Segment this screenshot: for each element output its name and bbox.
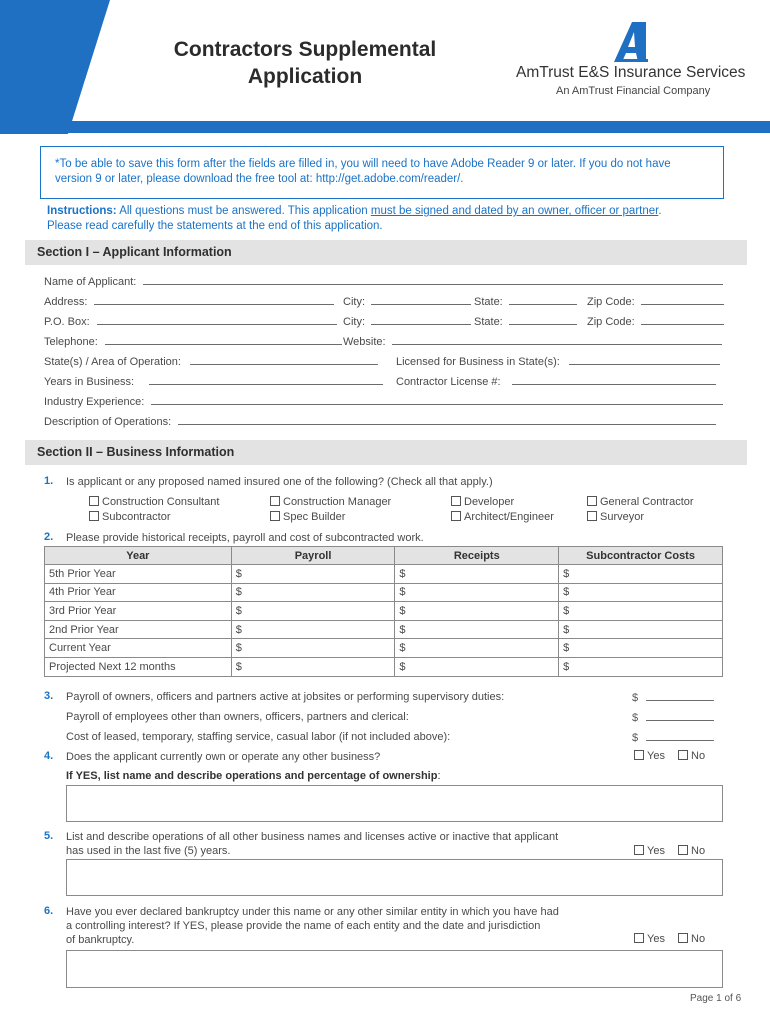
payroll-cell[interactable] — [231, 620, 395, 639]
licensed-states-field[interactable] — [569, 353, 720, 365]
currency-sign: $ — [235, 642, 242, 655]
po-state-label: State: — [474, 316, 503, 328]
currency-sign: $ — [235, 567, 242, 580]
yes-label: Yes — [647, 750, 665, 762]
subcontractor-costs-cell[interactable] — [559, 620, 723, 639]
receipts-cell[interactable] — [395, 620, 559, 639]
po-box-field[interactable] — [97, 313, 337, 325]
po-city-row — [343, 313, 471, 328]
currency-sign: $ — [563, 586, 570, 599]
years-row — [44, 373, 383, 388]
question-6-answer-box[interactable] — [66, 950, 723, 988]
question-6-number: 6. — [44, 905, 54, 917]
question-4-answer-box[interactable] — [66, 785, 723, 822]
name-of-applicant-field[interactable] — [143, 273, 723, 285]
table-row — [45, 565, 723, 584]
instructions-text: All questions must be answered. This application — [116, 205, 371, 217]
option-construction-consultant[interactable] — [89, 495, 219, 509]
q4-no-option[interactable] — [678, 749, 705, 763]
currency-sign: $ — [399, 586, 406, 599]
table-row — [45, 583, 723, 602]
yes-label: Yes — [647, 933, 665, 945]
employees-payroll-row — [632, 709, 714, 724]
option-label: Construction Manager — [283, 496, 392, 508]
notice-line-2: version 9 or later, please download the free tool at: http://get.adobe.com/reader/. — [55, 173, 464, 185]
states-row — [44, 353, 378, 368]
po-city-label: City: — [343, 316, 365, 328]
receipts-cell[interactable] — [395, 657, 559, 676]
industry-experience-field[interactable] — [151, 393, 723, 405]
row-label: 4th Prior Year — [45, 583, 232, 602]
currency-sign: $ — [399, 642, 406, 655]
currency-sign: $ — [235, 660, 242, 673]
currency-sign: $ — [563, 604, 570, 617]
address-row — [44, 293, 334, 308]
option-label: Subcontractor — [102, 511, 171, 523]
telephone-field[interactable] — [105, 333, 342, 345]
column-header-payroll: Payroll — [231, 547, 395, 565]
currency-sign: $ — [563, 623, 570, 636]
payroll-cell[interactable] — [231, 565, 395, 584]
zip-row — [587, 293, 724, 308]
instructions-line-2: Please read carefully the statements at the end of this application. — [47, 220, 383, 232]
experience-row — [44, 393, 723, 408]
checkbox-icon[interactable] — [678, 933, 688, 943]
option-subcontractor[interactable] — [89, 510, 170, 524]
column-header-receipts: Receipts — [395, 547, 559, 565]
years-in-business-field[interactable] — [149, 373, 383, 385]
option-label: Construction Consultant — [102, 496, 220, 508]
notice-line-1: *To be able to save this form after the fields are filled in, you will need to have Adobe Reader 9 or later. If you do not have — [55, 158, 671, 170]
question-3-line-3: Cost of leased, temporary, staffing service, casual labor (if not included above): — [66, 731, 451, 743]
state-label: State: — [474, 296, 503, 308]
q5-no-option[interactable] — [678, 844, 705, 858]
question-3-number: 3. — [44, 690, 54, 702]
section-1-header: Section I – Applicant Information — [25, 240, 747, 265]
header-corner-graphic — [0, 0, 110, 134]
q4-yes-option[interactable] — [634, 749, 665, 763]
q4-sub-text: If YES, list name and describe operations and percentage of ownership — [66, 770, 438, 782]
license-row — [396, 373, 716, 388]
question-5-number: 5. — [44, 830, 54, 842]
option-label: General Contractor — [600, 496, 694, 508]
industry-experience-label: Industry Experience: — [44, 396, 145, 408]
licensed-row — [396, 353, 720, 368]
currency-sign: $ — [399, 567, 406, 580]
po-box-label: P.O. Box: — [44, 316, 90, 328]
currency-sign: $ — [235, 604, 242, 617]
table-row — [45, 602, 723, 621]
instructions — [47, 204, 737, 234]
yes-label: Yes — [647, 845, 665, 857]
instructions-period: . — [658, 205, 662, 217]
owners-payroll-row — [632, 689, 714, 704]
receipts-table — [44, 546, 723, 677]
option-construction-manager[interactable] — [270, 495, 391, 509]
leased-labor-row — [632, 729, 714, 744]
name-label: Name of Applicant: — [44, 276, 137, 288]
po-zip-label: Zip Code: — [587, 316, 635, 328]
page-title — [140, 36, 470, 90]
checkbox-icon[interactable] — [89, 511, 99, 521]
option-surveyor[interactable] — [587, 510, 644, 524]
subcontractor-costs-cell[interactable] — [559, 602, 723, 621]
state-field[interactable] — [509, 293, 577, 305]
currency-sign: $ — [399, 604, 406, 617]
currency-sign: $ — [235, 623, 242, 636]
subcontractor-costs-cell[interactable] — [559, 583, 723, 602]
contractor-license-field[interactable] — [512, 373, 716, 385]
question-5-line-2: has used in the last five (5) years. — [66, 845, 231, 857]
po-state-row — [474, 313, 577, 328]
amtrust-logo-icon — [612, 22, 648, 62]
company-name: AmTrust E&S Insurance Services — [516, 64, 746, 81]
description-row — [44, 413, 716, 428]
question-4-text: Does the applicant currently own or operate any other business? — [66, 751, 381, 763]
payroll-cell[interactable] — [231, 657, 395, 676]
zip-code-field[interactable] — [641, 293, 724, 305]
q4-sub-colon: : — [437, 770, 441, 782]
checkbox-icon[interactable] — [270, 511, 280, 521]
row-label: Projected Next 12 months — [45, 657, 232, 676]
state-row — [474, 293, 577, 308]
option-architect-engineer[interactable] — [451, 510, 554, 524]
telephone-row — [44, 333, 342, 348]
option-label: Spec Builder — [283, 511, 346, 523]
currency-sign: $ — [632, 732, 639, 744]
checkbox-icon[interactable] — [451, 511, 461, 521]
telephone-label: Telephone: — [44, 336, 98, 348]
description-label: Description of Operations: — [44, 416, 172, 428]
question-4-subprompt — [66, 769, 441, 783]
currency-sign: $ — [563, 567, 570, 580]
no-label: No — [691, 845, 706, 857]
question-1-number: 1. — [44, 475, 54, 487]
po-state-field[interactable] — [509, 313, 577, 325]
licensed-label: Licensed for Business in State(s): — [396, 356, 560, 368]
checkbox-icon[interactable] — [587, 511, 597, 521]
subcontractor-costs-cell[interactable] — [559, 639, 723, 658]
owners-payroll-field[interactable] — [646, 689, 714, 701]
checkbox-icon[interactable] — [634, 845, 644, 855]
adobe-reader-notice — [40, 146, 724, 199]
po-zip-code-field[interactable] — [641, 313, 724, 325]
address-label: Address: — [44, 296, 88, 308]
question-6-line-3: of bankruptcy. — [66, 934, 135, 946]
question-3-line-2: Payroll of employees other than owners, officers, partners and clerical: — [66, 711, 409, 723]
question-3-line-1: Payroll of owners, officers and partners active at jobsites or performing supervisory duties: — [66, 691, 505, 703]
checkbox-icon[interactable] — [634, 750, 644, 760]
row-label: 3rd Prior Year — [45, 602, 232, 621]
question-6-line-2: a controlling interest? If YES, please provide the name of each entity and the date and jurisdiction — [66, 920, 541, 932]
receipts-cell[interactable] — [395, 583, 559, 602]
no-label: No — [691, 750, 706, 762]
option-developer[interactable] — [451, 495, 514, 509]
checkbox-icon[interactable] — [678, 750, 688, 760]
subcontractor-costs-cell[interactable] — [559, 565, 723, 584]
address-field[interactable] — [94, 293, 334, 305]
subcontractor-costs-cell[interactable] — [559, 657, 723, 676]
contractor-license-label: Contractor License #: — [396, 376, 501, 388]
question-1-text: Is applicant or any proposed named insured one of the following? (Check all that apply.) — [66, 476, 493, 488]
receipts-cell[interactable] — [395, 639, 559, 658]
option-spec-builder[interactable] — [270, 510, 345, 524]
question-5-answer-box[interactable] — [66, 859, 723, 896]
title-line-2: Application — [247, 65, 363, 88]
currency-sign: $ — [632, 692, 639, 704]
row-label: 5th Prior Year — [45, 565, 232, 584]
column-header-subcontractor-costs: Subcontractor Costs — [559, 547, 723, 565]
name-row — [44, 273, 723, 288]
header-band — [0, 121, 770, 133]
po-zip-row — [587, 313, 724, 328]
states-area-of-operation-field[interactable] — [190, 353, 378, 365]
option-general-contractor[interactable] — [587, 495, 694, 509]
payroll-cell[interactable] — [231, 602, 395, 621]
table-row — [45, 620, 723, 639]
checkbox-icon[interactable] — [270, 496, 280, 506]
question-5-line-1: List and describe operations of all other business names and licenses active or inactive that applicant — [66, 831, 559, 843]
row-label: 2nd Prior Year — [45, 620, 232, 639]
checkbox-icon[interactable] — [678, 845, 688, 855]
receipts-cell[interactable] — [395, 565, 559, 584]
instructions-label: Instructions: — [47, 205, 117, 217]
checkbox-icon[interactable] — [89, 496, 99, 506]
row-label: Current Year — [45, 639, 232, 658]
website-field[interactable] — [392, 333, 722, 345]
checkbox-icon[interactable] — [634, 933, 644, 943]
payroll-cell[interactable] — [231, 639, 395, 658]
column-header-year: Year — [45, 547, 232, 565]
leased-labor-cost-field[interactable] — [646, 729, 714, 741]
section-2-header: Section II – Business Information — [25, 440, 747, 465]
currency-sign: $ — [399, 623, 406, 636]
instructions-signature-requirement: must be signed and dated by an owner, officer or partner — [370, 205, 659, 217]
question-2-text: Please provide historical receipts, payroll and cost of subcontracted work. — [66, 532, 424, 544]
no-label: No — [691, 933, 706, 945]
table-header-row — [45, 547, 723, 565]
receipts-cell[interactable] — [395, 602, 559, 621]
currency-sign: $ — [235, 586, 242, 599]
currency-sign: $ — [563, 660, 570, 673]
currency-sign: $ — [399, 660, 406, 673]
page-number: Page 1 of 6 — [690, 993, 742, 1004]
city-field[interactable] — [371, 293, 471, 305]
q6-yes-option[interactable] — [634, 932, 665, 946]
q6-no-option[interactable] — [678, 932, 705, 946]
payroll-cell[interactable] — [231, 583, 395, 602]
po-box-row — [44, 313, 337, 328]
option-label: Architect/Engineer — [464, 511, 554, 523]
option-label: Developer — [464, 496, 515, 508]
website-row — [343, 333, 722, 348]
table-row — [45, 657, 723, 676]
question-2-number: 2. — [44, 531, 54, 543]
city-label: City: — [343, 296, 365, 308]
q5-yes-option[interactable] — [634, 844, 665, 858]
question-6-line-1: Have you ever declared bankruptcy under this name or any other similar entity in which you have had — [66, 906, 559, 918]
employees-payroll-field[interactable] — [646, 709, 714, 721]
years-in-business-label: Years in Business: — [44, 376, 135, 388]
question-4-number: 4. — [44, 750, 54, 762]
title-line-1: Contractors Supplemental — [173, 38, 437, 61]
city-row — [343, 293, 471, 308]
description-of-operations-field[interactable] — [178, 413, 716, 425]
zip-label: Zip Code: — [587, 296, 635, 308]
checkbox-icon[interactable] — [587, 496, 597, 506]
po-city-field[interactable] — [371, 313, 471, 325]
states-label: State(s) / Area of Operation: — [44, 356, 181, 368]
currency-sign: $ — [632, 712, 639, 724]
company-subtitle: An AmTrust Financial Company — [556, 85, 711, 97]
currency-sign: $ — [563, 642, 570, 655]
website-label: Website: — [343, 336, 386, 348]
checkbox-icon[interactable] — [451, 496, 461, 506]
option-label: Surveyor — [600, 511, 645, 523]
table-row — [45, 639, 723, 658]
